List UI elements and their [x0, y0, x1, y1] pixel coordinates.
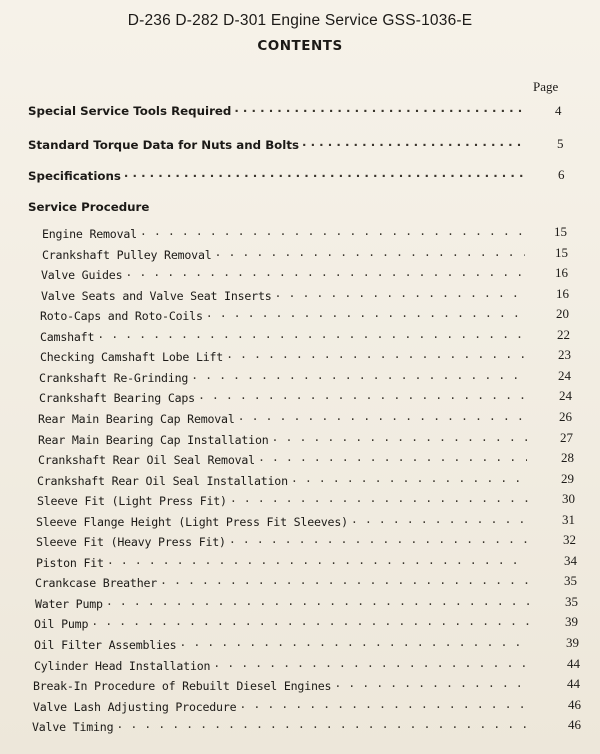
toc-entry	[41, 288, 529, 303]
dot-leader	[213, 658, 529, 670]
toc-entry	[33, 678, 532, 693]
dot-leader	[302, 137, 525, 149]
dot-leader	[258, 452, 527, 464]
toc-entry-label: Rear Main Bearing Cap Removal	[38, 411, 235, 426]
toc-entry-page: 46	[568, 697, 581, 712]
toc-entry	[35, 575, 531, 590]
dot-leader	[107, 555, 528, 567]
toc-entry-label: Special Service Tools Required	[28, 103, 232, 118]
toc-entry-label: Crankshaft Bearing Caps	[39, 390, 195, 405]
toc-entry-page: 16	[556, 286, 569, 301]
document-title: D-236 D-282 D-301 Engine Service GSS-1036-E	[127, 12, 473, 29]
toc-entry-label: Specifications	[28, 168, 121, 183]
toc-entry	[34, 616, 532, 631]
dot-leader	[215, 247, 525, 259]
toc-entry	[38, 411, 530, 426]
toc-entry-page: 39	[565, 614, 578, 629]
toc-entry-page: 34	[564, 553, 577, 568]
toc-entry-page: 20	[556, 306, 569, 321]
toc-entry	[40, 308, 529, 323]
dot-leader	[229, 534, 528, 546]
toc-entry-standard-torque-data	[28, 137, 528, 152]
toc-entry	[37, 493, 531, 508]
toc-entry-label: Oil Pump	[34, 616, 89, 631]
toc-entry	[36, 534, 531, 549]
toc-entry	[37, 473, 530, 488]
toc-entry-label: Piston Fit	[36, 555, 104, 570]
toc-entry-label: Crankshaft Rear Oil Seal Removal	[38, 452, 255, 467]
toc-entry-label: Roto-Caps and Roto-Coils	[40, 308, 203, 323]
dot-leader	[191, 370, 526, 382]
dot-leader	[179, 637, 529, 649]
dot-leader	[334, 678, 529, 690]
toc-entry	[33, 699, 533, 714]
toc-entry-label: Break-In Procedure of Rebuilt Diesel Engines	[33, 678, 332, 693]
toc-entry-label: Checking Camshaft Lobe Lift	[40, 349, 224, 364]
toc-entry-label: Water Pump	[35, 596, 103, 611]
dot-leader	[230, 493, 528, 505]
toc-entry	[42, 247, 528, 262]
toc-entry	[40, 329, 529, 344]
dot-leader	[124, 168, 527, 180]
toc-entry-label: Valve Lash Adjusting Procedure	[33, 699, 237, 714]
toc-entry-page: 30	[562, 491, 575, 506]
toc-entry	[42, 226, 528, 241]
toc-entry-page: 16	[555, 265, 568, 280]
toc-entry-page: 26	[559, 409, 572, 424]
toc-entry-page: 6	[558, 167, 565, 182]
toc-entry-page: 44	[567, 656, 580, 671]
dot-leader	[238, 411, 527, 423]
dot-leader	[206, 308, 526, 320]
dot-leader	[125, 267, 525, 279]
toc-entry-page: 24	[558, 368, 571, 383]
toc-entry	[41, 267, 528, 282]
dot-leader	[291, 473, 527, 485]
toc-entry	[34, 658, 532, 673]
dot-leader	[116, 719, 530, 731]
dot-leader	[106, 596, 529, 608]
dot-leader	[234, 103, 525, 115]
toc-entry-page: 5	[557, 136, 564, 151]
toc-entry-page: 22	[557, 327, 570, 342]
toc-entry	[35, 596, 532, 611]
toc-entry-label: Cylinder Head Installation	[34, 658, 211, 673]
toc-entry	[39, 390, 530, 405]
toc-entry-specifications	[28, 168, 530, 183]
toc-entry-label: Crankshaft Rear Oil Seal Installation	[37, 473, 288, 488]
toc-entry-page: 15	[554, 224, 567, 239]
toc-entry-label: Sleeve Fit (Heavy Press Fit)	[36, 534, 226, 549]
toc-entry-special-service-tools	[28, 103, 528, 118]
toc-entry-label: Crankshaft Pulley Removal	[42, 247, 212, 262]
toc-entry	[38, 452, 530, 467]
toc-entry	[40, 349, 529, 364]
toc-entry-page: 27	[560, 430, 573, 445]
toc-entry-page: 24	[559, 388, 572, 403]
toc-entry-page: 23	[558, 347, 571, 362]
toc-entry	[32, 719, 533, 734]
toc-entry	[36, 555, 531, 570]
toc-entry-label: Standard Torque Data for Nuts and Bolts	[28, 137, 299, 152]
toc-entry-label: Valve Guides	[41, 267, 123, 282]
toc-entry-label: Camshaft	[40, 329, 95, 344]
toc-entry-label: Crankcase Breather	[35, 575, 158, 590]
section-heading-service-procedure: Service Procedure	[28, 200, 150, 214]
toc-entry-page: 44	[567, 676, 580, 691]
dot-leader	[239, 699, 530, 711]
dot-leader	[160, 575, 528, 587]
toc-entry-page: 32	[563, 532, 576, 547]
toc-entry-page: 31	[562, 512, 575, 527]
dot-leader	[198, 390, 527, 402]
toc-entry-label: Sleeve Fit (Light Press Fit)	[37, 493, 227, 508]
toc-entry-page: 39	[566, 635, 579, 650]
toc-entry-page: 35	[565, 594, 578, 609]
dot-leader	[272, 432, 527, 444]
dot-leader	[226, 349, 526, 361]
toc-entry-label: Valve Seats and Valve Seat Inserts	[41, 288, 272, 303]
toc-entry-page: 46	[568, 717, 581, 732]
toc-entry-page: 28	[561, 450, 574, 465]
page-column-label: Page	[533, 79, 559, 94]
contents-heading: CONTENTS	[257, 38, 343, 54]
toc-entry-label: Sleeve Flange Height (Light Press Fit Sleeves)	[36, 514, 348, 529]
toc-entry-label: Engine Removal	[42, 226, 137, 241]
dot-leader	[97, 329, 526, 341]
toc-entry-label: Crankshaft Re-Grinding	[39, 370, 189, 385]
dot-leader	[140, 226, 525, 238]
toc-entry	[36, 514, 531, 529]
toc-entry-label: Oil Filter Assemblies	[34, 637, 177, 652]
dot-leader	[275, 288, 526, 300]
dot-leader	[351, 514, 528, 526]
toc-entry-page: 15	[555, 245, 568, 260]
toc-entry-label: Valve Timing	[32, 719, 114, 734]
toc-entry-page: 4	[555, 103, 562, 118]
toc-entry	[34, 637, 532, 652]
toc-entry-page: 35	[564, 573, 577, 588]
toc-entry-label: Rear Main Bearing Cap Installation	[38, 432, 269, 447]
toc-entry-page: 29	[561, 471, 574, 486]
toc-entry	[39, 370, 529, 385]
toc-entry	[38, 432, 530, 447]
dot-leader	[91, 616, 529, 628]
